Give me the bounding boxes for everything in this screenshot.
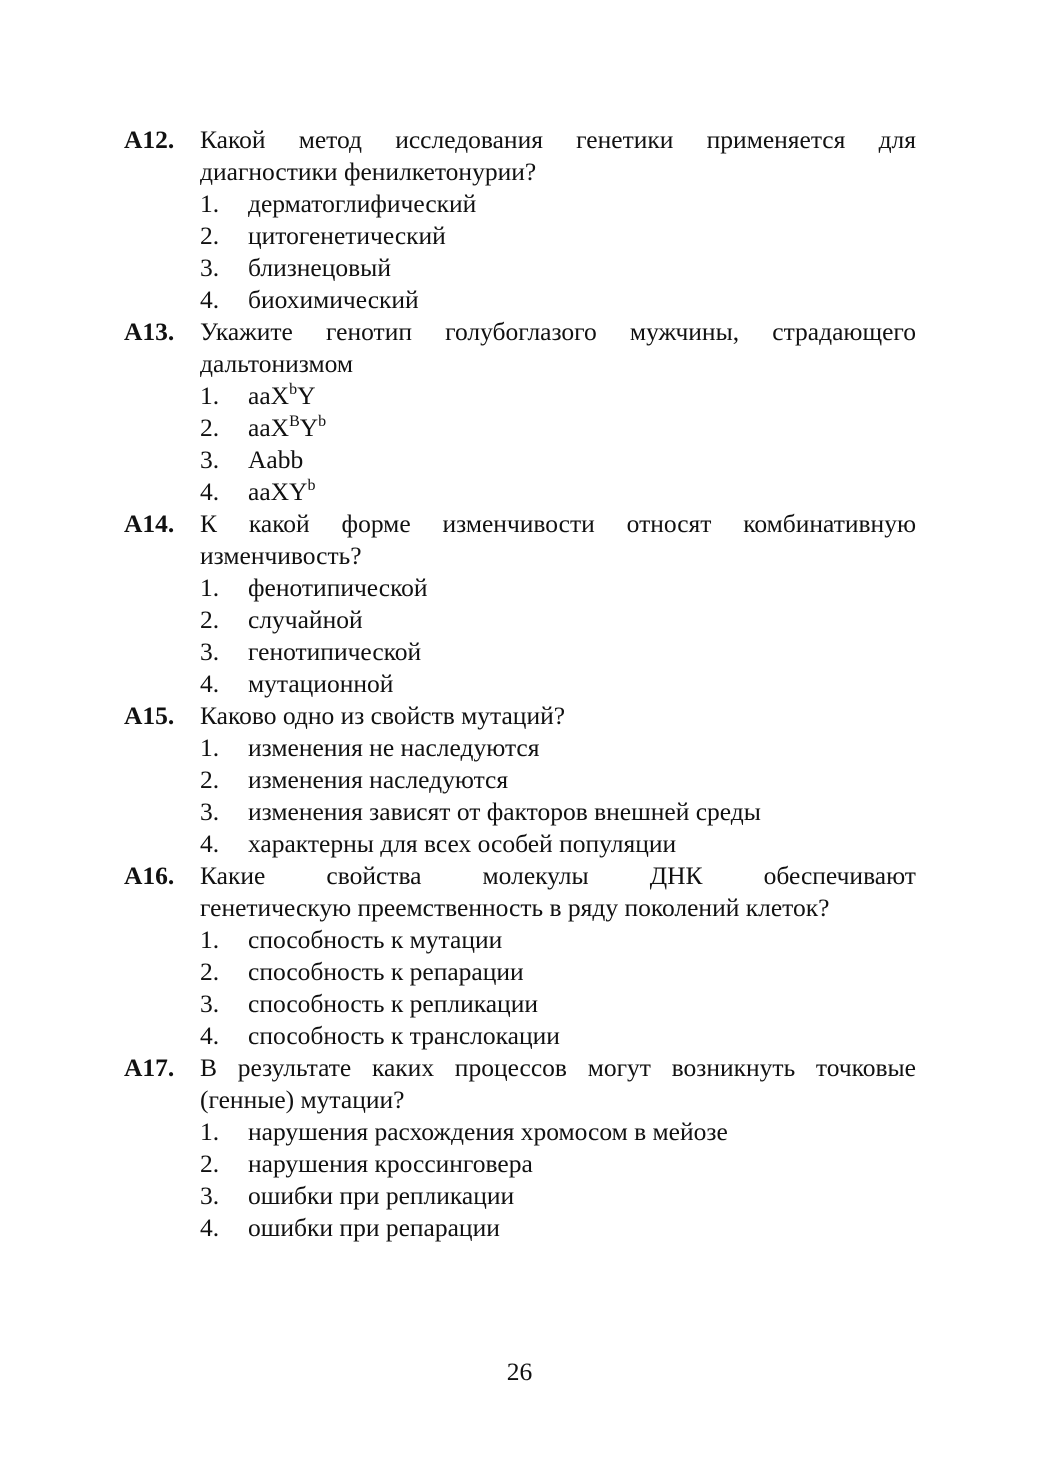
option-number: 3. xyxy=(200,253,220,282)
option-text: способность к мутации xyxy=(248,925,503,954)
option-number: 4. xyxy=(200,1021,220,1050)
question-text: В результате каких процессов могут возникнуть точковые (генные) мутации? xyxy=(200,1053,916,1114)
option-text: aaX$^b$Y xyxy=(248,381,316,410)
option-number: 4. xyxy=(200,477,220,506)
option-text: случайной xyxy=(248,605,363,634)
option-text: aaXY$^b$ xyxy=(248,477,316,506)
option-text: биохимический xyxy=(248,285,419,314)
option-text: фенотипической xyxy=(248,573,428,602)
answer-option xyxy=(124,380,916,412)
question-number: A17. xyxy=(124,1053,175,1082)
answer-option xyxy=(124,1020,916,1052)
answer-option xyxy=(124,796,916,828)
question-text: Каково одно из свойств мутаций? xyxy=(200,701,566,730)
question-line: Какие свойства молекулы ДНК обеспечивают xyxy=(200,861,916,890)
option-text: изменения наследуются xyxy=(248,765,509,794)
answer-option xyxy=(124,604,916,636)
question-a16 xyxy=(124,860,916,924)
option-number: 2. xyxy=(200,1149,220,1178)
question-a15 xyxy=(124,700,916,732)
answer-option xyxy=(124,444,916,476)
question-text: Какой метод исследования генетики применяется для диагностики фенилкетонурии? xyxy=(200,125,916,186)
option-text: ошибки при репарации xyxy=(248,1213,500,1242)
option-number: 2. xyxy=(200,957,220,986)
option-text: изменения не наследуются xyxy=(248,733,540,762)
option-number: 4. xyxy=(200,1213,220,1242)
option-number: 4. xyxy=(200,669,220,698)
answer-option xyxy=(124,988,916,1020)
option-number: 3. xyxy=(200,1181,220,1210)
option-text: цитогенетический xyxy=(248,221,446,250)
option-text: $aaX^BY^b$ xyxy=(248,413,327,442)
option-text: Aabb xyxy=(248,445,304,474)
option-number: 3. xyxy=(200,989,220,1018)
answer-option xyxy=(124,764,916,796)
answer-option xyxy=(124,1116,916,1148)
option-number: 4. xyxy=(200,285,220,314)
question-text: К какой форме изменчивости относят комбинативную изменчивость? xyxy=(200,509,916,570)
page-number: 26 xyxy=(506,1357,533,1386)
question-number: A16. xyxy=(124,861,175,890)
option-number: 3. xyxy=(200,637,220,666)
option-number: 1. xyxy=(200,925,220,954)
answer-option xyxy=(124,252,916,284)
question-a13 xyxy=(124,316,916,380)
question-a12 xyxy=(124,124,916,188)
answer-option xyxy=(124,188,916,220)
option-number: 1. xyxy=(200,381,220,410)
option-number: 2. xyxy=(200,413,220,442)
option-number: 2. xyxy=(200,605,220,634)
answer-option xyxy=(124,828,916,860)
answer-option xyxy=(124,572,916,604)
option-number: 3. xyxy=(200,797,220,826)
option-text: генотипической xyxy=(248,637,422,666)
option-text: способность к репарации xyxy=(248,957,524,986)
question-line: генетическую преемственность в ряду поколений клеток? xyxy=(200,893,830,922)
option-text: нарушения кроссинговера xyxy=(248,1149,533,1178)
question-list xyxy=(124,124,916,1244)
answer-option xyxy=(124,220,916,252)
question-text: Укажите генотип голубоглазого мужчины, страдающего дальтонизмом xyxy=(200,317,916,378)
answer-option xyxy=(124,1148,916,1180)
option-number: 2. xyxy=(200,221,220,250)
option-number: 1. xyxy=(200,1117,220,1146)
question-number: A13. xyxy=(124,317,175,346)
question-number: A12. xyxy=(124,125,175,154)
option-text: способность к транслокации xyxy=(248,1021,560,1050)
option-text: способность к репликации xyxy=(248,989,539,1018)
question-text xyxy=(200,860,916,924)
option-number: 1. xyxy=(200,733,220,762)
option-text: характерны для всех особей популяции xyxy=(248,829,677,858)
answer-option xyxy=(124,956,916,988)
answer-option xyxy=(124,476,916,508)
answer-option xyxy=(124,412,916,444)
option-number: 1. xyxy=(200,573,220,602)
option-text: ошибки при репликации xyxy=(248,1181,515,1210)
question-a17 xyxy=(124,1052,916,1116)
option-number: 1. xyxy=(200,189,220,218)
option-number: 4. xyxy=(200,829,220,858)
question-a14 xyxy=(124,508,916,572)
option-text: нарушения расхождения хромосом в мейозе xyxy=(248,1117,728,1146)
option-number: 3. xyxy=(200,445,220,474)
answer-option xyxy=(124,636,916,668)
option-text: близнецовый xyxy=(248,253,391,282)
answer-option xyxy=(124,1180,916,1212)
answer-option xyxy=(124,1212,916,1244)
option-number: 2. xyxy=(200,765,220,794)
option-text: дерматоглифический xyxy=(248,189,477,218)
question-number: A15. xyxy=(124,701,175,730)
answer-option xyxy=(124,668,916,700)
answer-option xyxy=(124,732,916,764)
question-number: A14. xyxy=(124,509,175,538)
option-text: мутационной xyxy=(248,669,394,698)
answer-option xyxy=(124,924,916,956)
answer-option xyxy=(124,284,916,316)
option-text: изменения зависят от факторов внешней среды xyxy=(248,797,761,826)
